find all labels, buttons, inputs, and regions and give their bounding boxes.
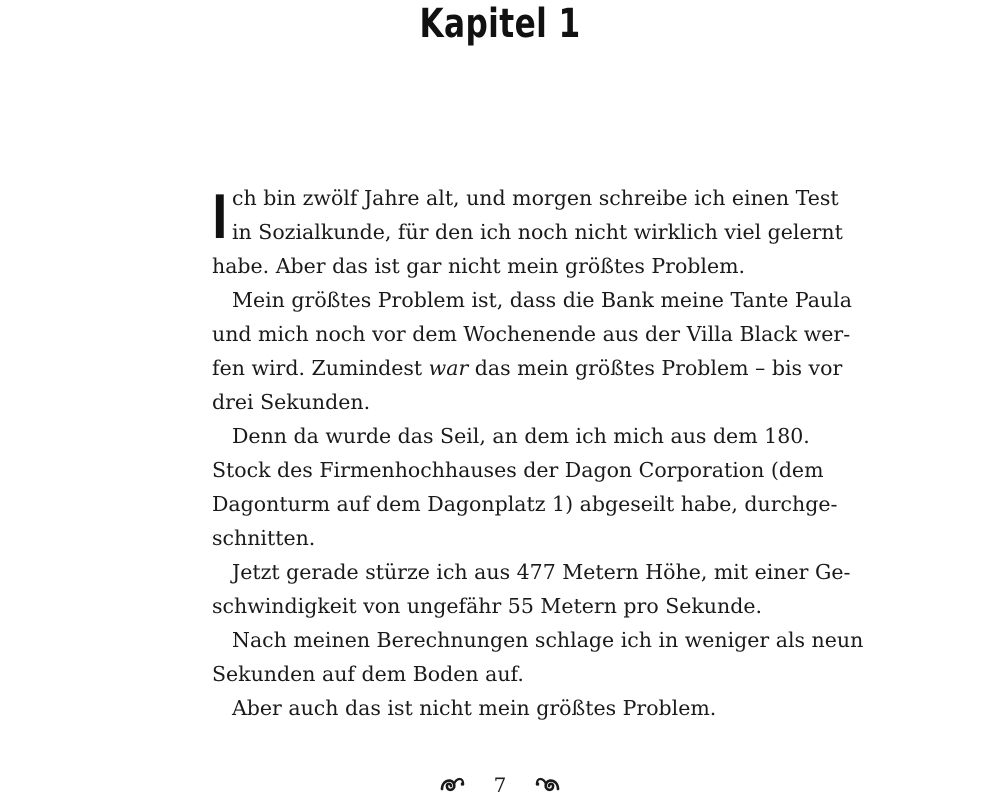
text-line: Nach meinen Berechnungen schlage ich in weniger als neun: [232, 628, 864, 652]
text-line: drei Sekunden.: [212, 390, 371, 414]
swirl-ornament-icon: [535, 774, 561, 796]
text-segment: fen wird. Zumindest: [212, 356, 429, 380]
page-number: 7: [493, 772, 507, 797]
text-line: Jetzt gerade stürze ich aus 477 Metern Höhe, mit einer Ge-: [232, 560, 851, 584]
text-line: Sekunden auf dem Boden auf.: [212, 662, 524, 686]
text-line: Dagonturm auf dem Dagonplatz 1) abgeseilt habe, durchge-: [212, 492, 838, 516]
page-footer: [0, 768, 1000, 800]
text-line: Denn da wurde das Seil, an dem ich mich aus dem 180.: [232, 424, 810, 448]
text-line: [212, 351, 843, 385]
emphasis-word: war: [428, 356, 469, 380]
text-line: schwindigkeit von ungefähr 55 Metern pro Sekunde.: [212, 594, 762, 618]
text-line: schnitten.: [212, 526, 316, 550]
text-line: Aber auch das ist nicht mein größtes Problem.: [232, 696, 717, 720]
text-line: und mich noch vor dem Wochenende aus der Villa Black wer-: [212, 322, 851, 346]
swirl-ornament-icon: [439, 774, 465, 796]
text-segment: das mein größtes Problem – bis vor: [468, 356, 843, 380]
text-line: habe. Aber das ist gar nicht mein größtes Problem.: [212, 254, 746, 278]
text-line: Stock des Firmenhochhauses der Dagon Corporation (dem: [212, 458, 824, 482]
text-line: in Sozialkunde, für den ich noch nicht wirklich viel gelernt: [232, 220, 843, 244]
text-line: Mein größtes Problem ist, dass die Bank meine Tante Paula: [232, 288, 852, 312]
chapter-body: [212, 181, 864, 725]
text-line: ch bin zwölf Jahre alt, und morgen schreibe ich einen Test: [232, 186, 839, 210]
chapter-title: Kapitel 1: [419, 1, 581, 47]
drop-cap: I: [212, 183, 228, 253]
